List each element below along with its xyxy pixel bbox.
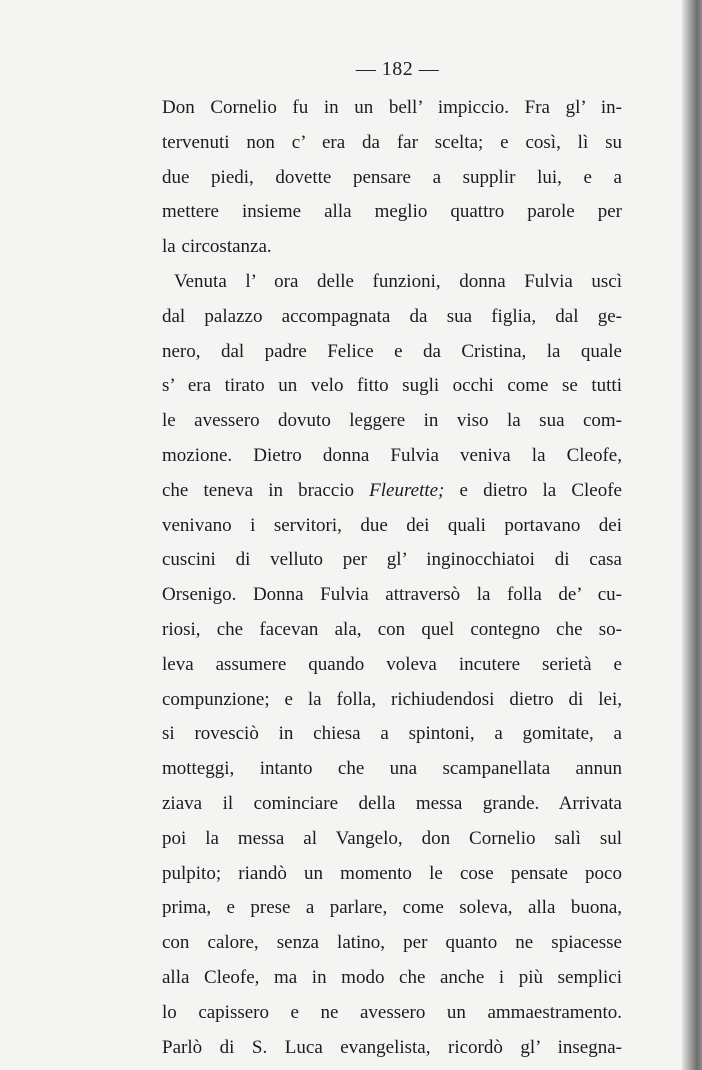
- text-line-28: Parlò di S. Luca evangelista, ricordò gl’ insegna-: [162, 1036, 622, 1058]
- text-line-3: due piedi, dovette pensare a supplir lui, e a: [162, 166, 622, 188]
- text-line-6: Venuta l’ ora delle funzioni, donna Fulvia uscì: [174, 270, 622, 292]
- text-line-8: nero, dal padre Felice e da Cristina, la quale: [162, 340, 622, 362]
- text-line-27: lo capissero e ne avessero un ammaestramento.: [162, 1001, 622, 1023]
- text-line-18: compunzione; e la folla, richiudendosi dietro di lei,: [162, 688, 622, 710]
- text-line-22: poi la messa al Vangelo, don Cornelio salì sul: [162, 827, 622, 849]
- italic-word-fleurette: Fleurette;: [369, 479, 445, 501]
- text-line-24: prima, e prese a parlare, come soleva, alla buona,: [162, 897, 622, 919]
- text-line-10: le avessero dovuto leggere in viso la sua com-: [162, 410, 622, 432]
- text-line-4: mettere insieme alla meglio quattro parole per: [162, 201, 622, 223]
- text-line-16: riosi, che facevan ala, con quel contegno che so-: [162, 618, 622, 640]
- page-edge-shadow: [682, 0, 702, 1070]
- text-line-17: leva assumere quando voleva incutere serietà e: [162, 653, 622, 675]
- page-number: — 182 —: [355, 58, 440, 80]
- text-line-12: [162, 474, 622, 509]
- text-line-13: venivano i servitori, due dei quali portavano dei: [162, 514, 622, 536]
- text-line-21: ziava il cominciare della messa grande. Arrivata: [162, 792, 622, 814]
- text-line-12-start: che teneva in braccio: [162, 479, 370, 501]
- text-line-1: Don Cornelio fu in un bell’ impiccio. Fra gl’ in-: [162, 97, 622, 118]
- text-line-15: Orsenigo. Donna Fulvia attraversò la folla de’ cu-: [162, 584, 622, 606]
- text-line-14: cuscini di velluto per gl’ inginocchiatoi di casa: [162, 549, 622, 571]
- text-line-26: alla Cleofe, ma in modo che anche i più semplici: [162, 966, 622, 988]
- text-line-2: tervenuti non c’ era da far scelta; e così, lì su: [162, 131, 622, 153]
- text-line-11: mozione. Dietro donna Fulvia veniva la Cleofe,: [162, 444, 622, 466]
- text-line-7: dal palazzo accompagnata da sua figlia, dal ge-: [162, 305, 622, 327]
- text-line-9: s’ era tirato un velo fitto sugli occhi come se tutti: [162, 375, 622, 397]
- text-line-5: la circostanza.: [162, 236, 272, 258]
- text-line-19: si rovesciò in chiesa a spintoni, a gomitate, a: [162, 723, 622, 745]
- text-line-20: motteggi, intanto che una scampanellata annun: [162, 758, 622, 780]
- text-line-12-end: e dietro la Cleofe: [444, 479, 622, 501]
- body-text: [162, 91, 622, 1065]
- text-line-23: pulpito; riandò un momento le cose pensate poco: [162, 862, 622, 884]
- text-line-25: con calore, senza latino, per quanto ne spiacesse: [162, 932, 622, 954]
